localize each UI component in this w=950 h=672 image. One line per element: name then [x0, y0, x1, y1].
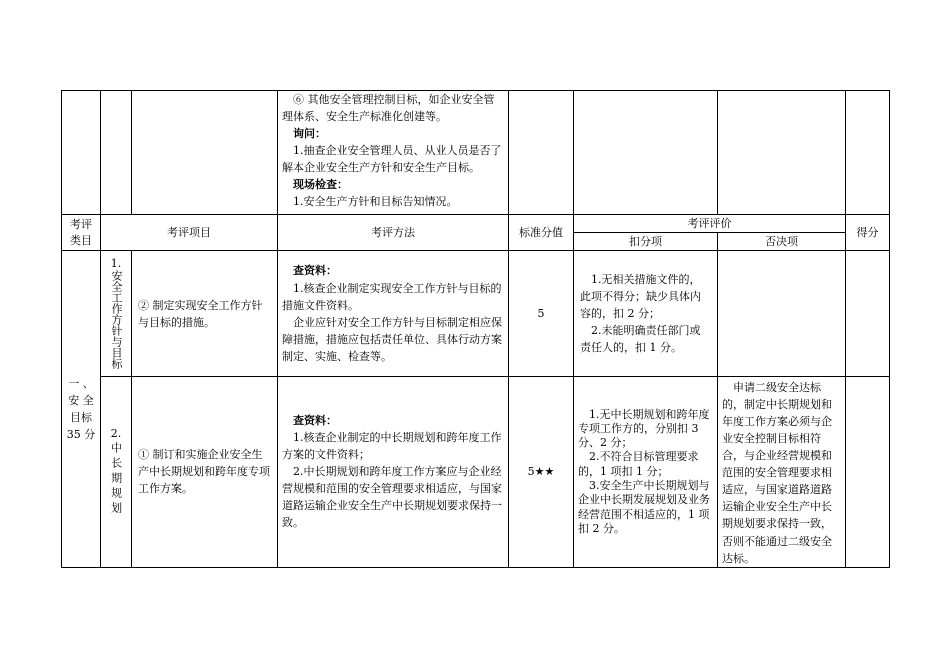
veto-cell [718, 251, 846, 377]
continuation-row [62, 91, 890, 215]
header-deduction: 扣分项 [574, 233, 718, 251]
veto-text: 申请二级安全达标的，制定中长期规划和年度工作方案必须与企业安全控制目标相符合，与企业经营规模和范围的安全管理要求相适应，与国家道路道路运输企业安全生产中长期规划要求保持一致，否则不能通过二级安全达标。 [722, 381, 832, 565]
method-line: 1.安全生产方针和目标告知情况。 [293, 195, 458, 209]
category-line: 安 全 [68, 393, 94, 407]
method-line: ⑥ 其他安全管理控制目标，如企业安全管理体系、安全生产标准化创建等。 [282, 93, 495, 124]
deduction-cell [574, 251, 718, 377]
method-line: 企业应针对安全工作方针与目标制定相应保障措施，措施应包括责任单位、具体行动方案制定、实施、检查等。 [282, 315, 502, 363]
sub-item-title: 中长期规划 [109, 441, 123, 517]
empty-cell [101, 91, 132, 215]
empty-cell [846, 91, 890, 215]
deduction-line: 2.未能明确责任部门或责任人的，扣 1 分。 [580, 324, 701, 355]
method-line: 1.抽查企业安全管理人员、从业人员是否了解本企业安全生产方针和安全生产目标。 [282, 144, 502, 175]
method-label: 查资料： [293, 414, 337, 428]
item-cell: ② 制定实现安全工作方针与目标的措施。 [132, 251, 278, 377]
category-line: 一 、 [68, 376, 94, 390]
method-line: 2.中长期规划和跨年度工作方案应与企业经营规模和范围的安全管理要求相适应，与国家道路运输企业安全生产中长期规划要求保持一致。 [282, 465, 502, 530]
result-cell [846, 251, 890, 377]
method-cell [278, 377, 509, 568]
veto-cell [718, 377, 846, 568]
header-row [62, 215, 890, 233]
method-label-inspection: 现场检查： [293, 178, 348, 192]
empty-cell [718, 91, 846, 215]
header-category [62, 215, 101, 251]
result-cell [846, 377, 890, 568]
score-cell: 5★★ [509, 377, 574, 568]
method-line: 1.核查企业制定实现安全工作方针与目标的措施文件资料。 [282, 281, 502, 312]
sub-item-cell [101, 377, 132, 568]
category-line: 目标 [70, 410, 92, 424]
header-evaluation: 考评评价 [574, 215, 846, 233]
deduction-line: 1.无中长期规划和跨年度专项工作方的，分别扣 3 分、2 分； [578, 407, 710, 450]
sub-item-number: 1. [110, 257, 122, 271]
table-row [62, 251, 890, 377]
method-cell [278, 91, 509, 215]
method-label: 查资料： [293, 264, 337, 278]
header-veto: 否决项 [718, 233, 846, 251]
header-category-label: 考评类目 [70, 218, 92, 247]
header-score: 标准分值 [509, 215, 574, 251]
header-method: 考评方法 [278, 215, 509, 251]
sub-item-title: 安全工作方针与目标 [110, 270, 124, 370]
empty-cell [62, 91, 101, 215]
deduction-line: 1.无相关措施文件的，此项不得分；缺少具体内容的，扣 2 分； [580, 272, 701, 321]
category-line: 35 分 [66, 427, 96, 441]
empty-cell [574, 91, 718, 215]
score-cell: 5 [509, 251, 574, 377]
method-cell [278, 251, 509, 377]
header-item: 考评项目 [101, 215, 278, 251]
deduction-cell [574, 377, 718, 568]
deduction-line: 3.安全生产中长期规划与企业中长期发展规划及业务经营范围不相适应的，1 项扣 2 分。 [578, 479, 710, 535]
item-cell: ① 制订和实施企业安全生产中长期规划和跨年度专项工作方案。 [132, 377, 278, 568]
method-line: 1.核查企业制定的中长期规划和跨年度工作方案的文件资料； [282, 431, 502, 462]
evaluation-table [61, 90, 890, 568]
category-cell [62, 251, 101, 568]
method-label-inquiry: 询问： [293, 127, 326, 141]
table-row [62, 377, 890, 568]
sub-item-number: 2. [110, 427, 122, 441]
deduction-line: 2.不符合目标管理要求的，1 项扣 1 分； [578, 450, 699, 478]
empty-cell [132, 91, 278, 215]
header-result: 得分 [846, 215, 890, 251]
empty-cell [509, 91, 574, 215]
sub-item-cell [101, 251, 132, 377]
